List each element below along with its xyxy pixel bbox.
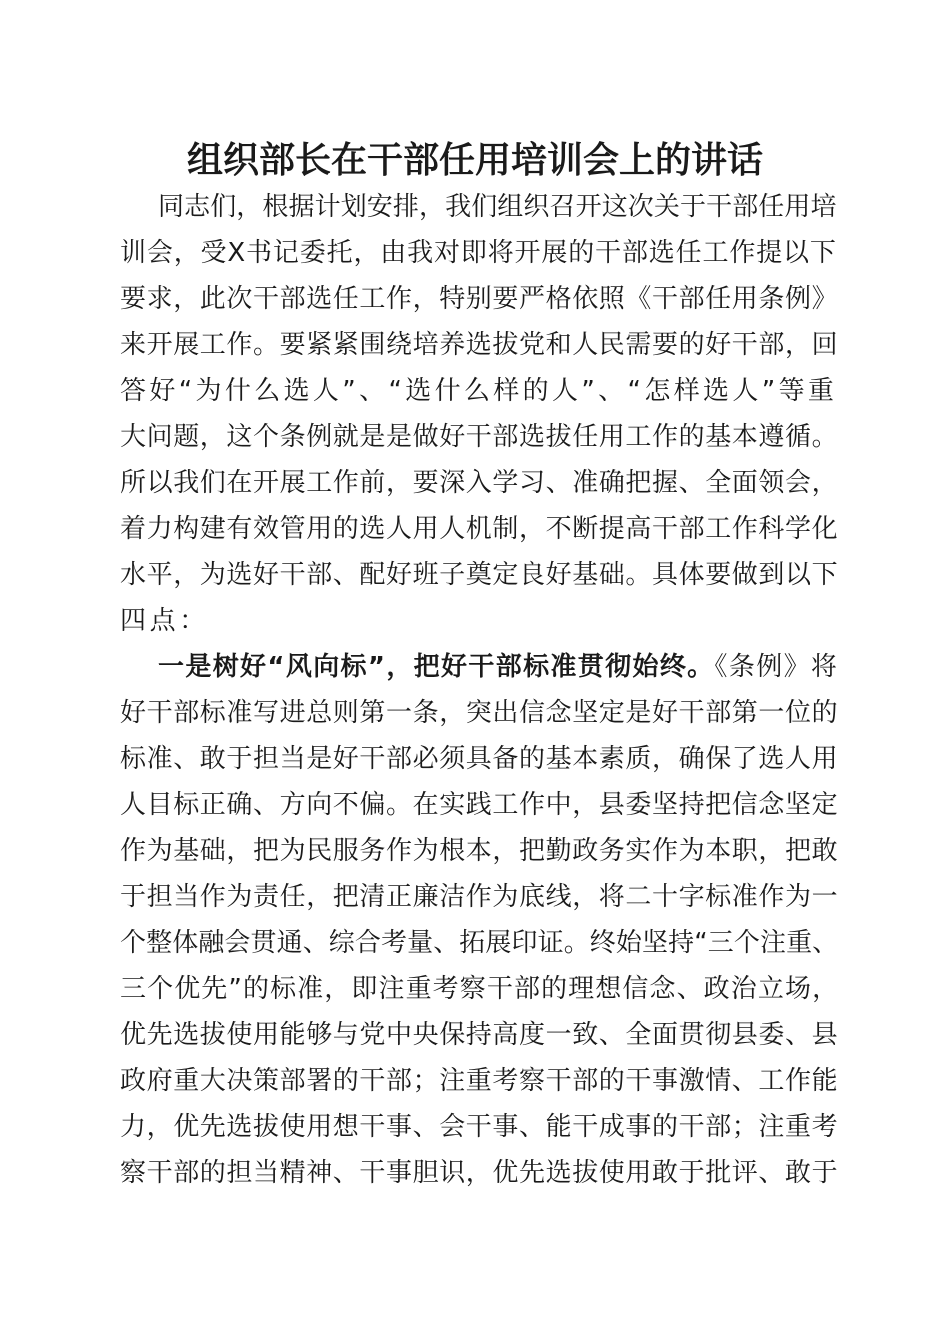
paragraph-line: 水平，为选好干部、配好班子奠定良好基础。具体要做到以下 — [120, 560, 839, 590]
paragraph-line: 同志们，根据计划安排，我们组织召开这次关于干部任用培 — [158, 192, 837, 222]
paragraph-line: 来开展工作。要紧紧围绕培养选拔党和人民需要的好干部，回 — [120, 330, 839, 360]
paragraph-line: 个整体融会贯通、综合考量、拓展印证。终始坚持“三个注重、 — [120, 928, 839, 958]
paragraph-line: 所以我们在开展工作前，要深入学习、准确把握、全面领会， — [120, 468, 839, 498]
paragraph-line: 要求，此次干部选任工作，特别要严格依照《干部任用条例》 — [120, 284, 839, 314]
paragraph-line: 察干部的担当精神、干事胆识，优先选拔使用敢于批评、敢于 — [120, 1158, 839, 1188]
paragraph-line: 三个优先”的标准，即注重考察干部的理想信念、政治立场， — [120, 974, 840, 1004]
section-heading: 一是树好“风向标”，把好干部标准贯彻始终。 — [158, 652, 715, 682]
paragraph-line — [158, 650, 838, 684]
paragraph-line: 作为基础，把为民服务作为根本，把勤政务实作为本职，把敢 — [120, 836, 839, 866]
paragraph-line: 人目标正确、方向不偏。在实践工作中，县委坚持把信念坚定 — [120, 790, 839, 820]
paragraph-line: 政府重大决策部署的干部；注重考察干部的干事激情、工作能 — [120, 1066, 839, 1096]
paragraph-line: 着力构建有效管用的选人用人机制，不断提高干部工作科学化 — [120, 514, 839, 544]
paragraph-line: 训会，受X书记委托，由我对即将开展的干部选任工作提以下 — [120, 238, 837, 268]
paragraph-text: 《条例》将 — [714, 652, 839, 682]
paragraph-line: 于担当作为责任，把清正廉洁作为底线，将二十字标准作为一 — [120, 882, 839, 912]
paragraph-line: 答好“为什么选人”、“选什么样的人”、“怎样选人”等重 — [120, 376, 838, 406]
paragraph-line: 标准、敢于担当是好干部必须具备的基本素质，确保了选人用 — [120, 744, 839, 774]
paragraph-line: 优先选拔使用能够与党中央保持高度一致、全面贯彻县委、县 — [120, 1020, 839, 1050]
document-title: 组织部长在干部任用培训会上的讲话 — [186, 139, 763, 181]
paragraph-line: 力，优先选拔使用想干事、会干事、能干成事的干部；注重考 — [120, 1112, 839, 1142]
paragraph-line: 好干部标准写进总则第一条，突出信念坚定是好干部第一位的 — [120, 698, 839, 728]
paragraph-line: 四点： — [120, 606, 209, 636]
paragraph-line: 大问题，这个条例就是是做好干部选拔任用工作的基本遵循。 — [120, 422, 839, 452]
